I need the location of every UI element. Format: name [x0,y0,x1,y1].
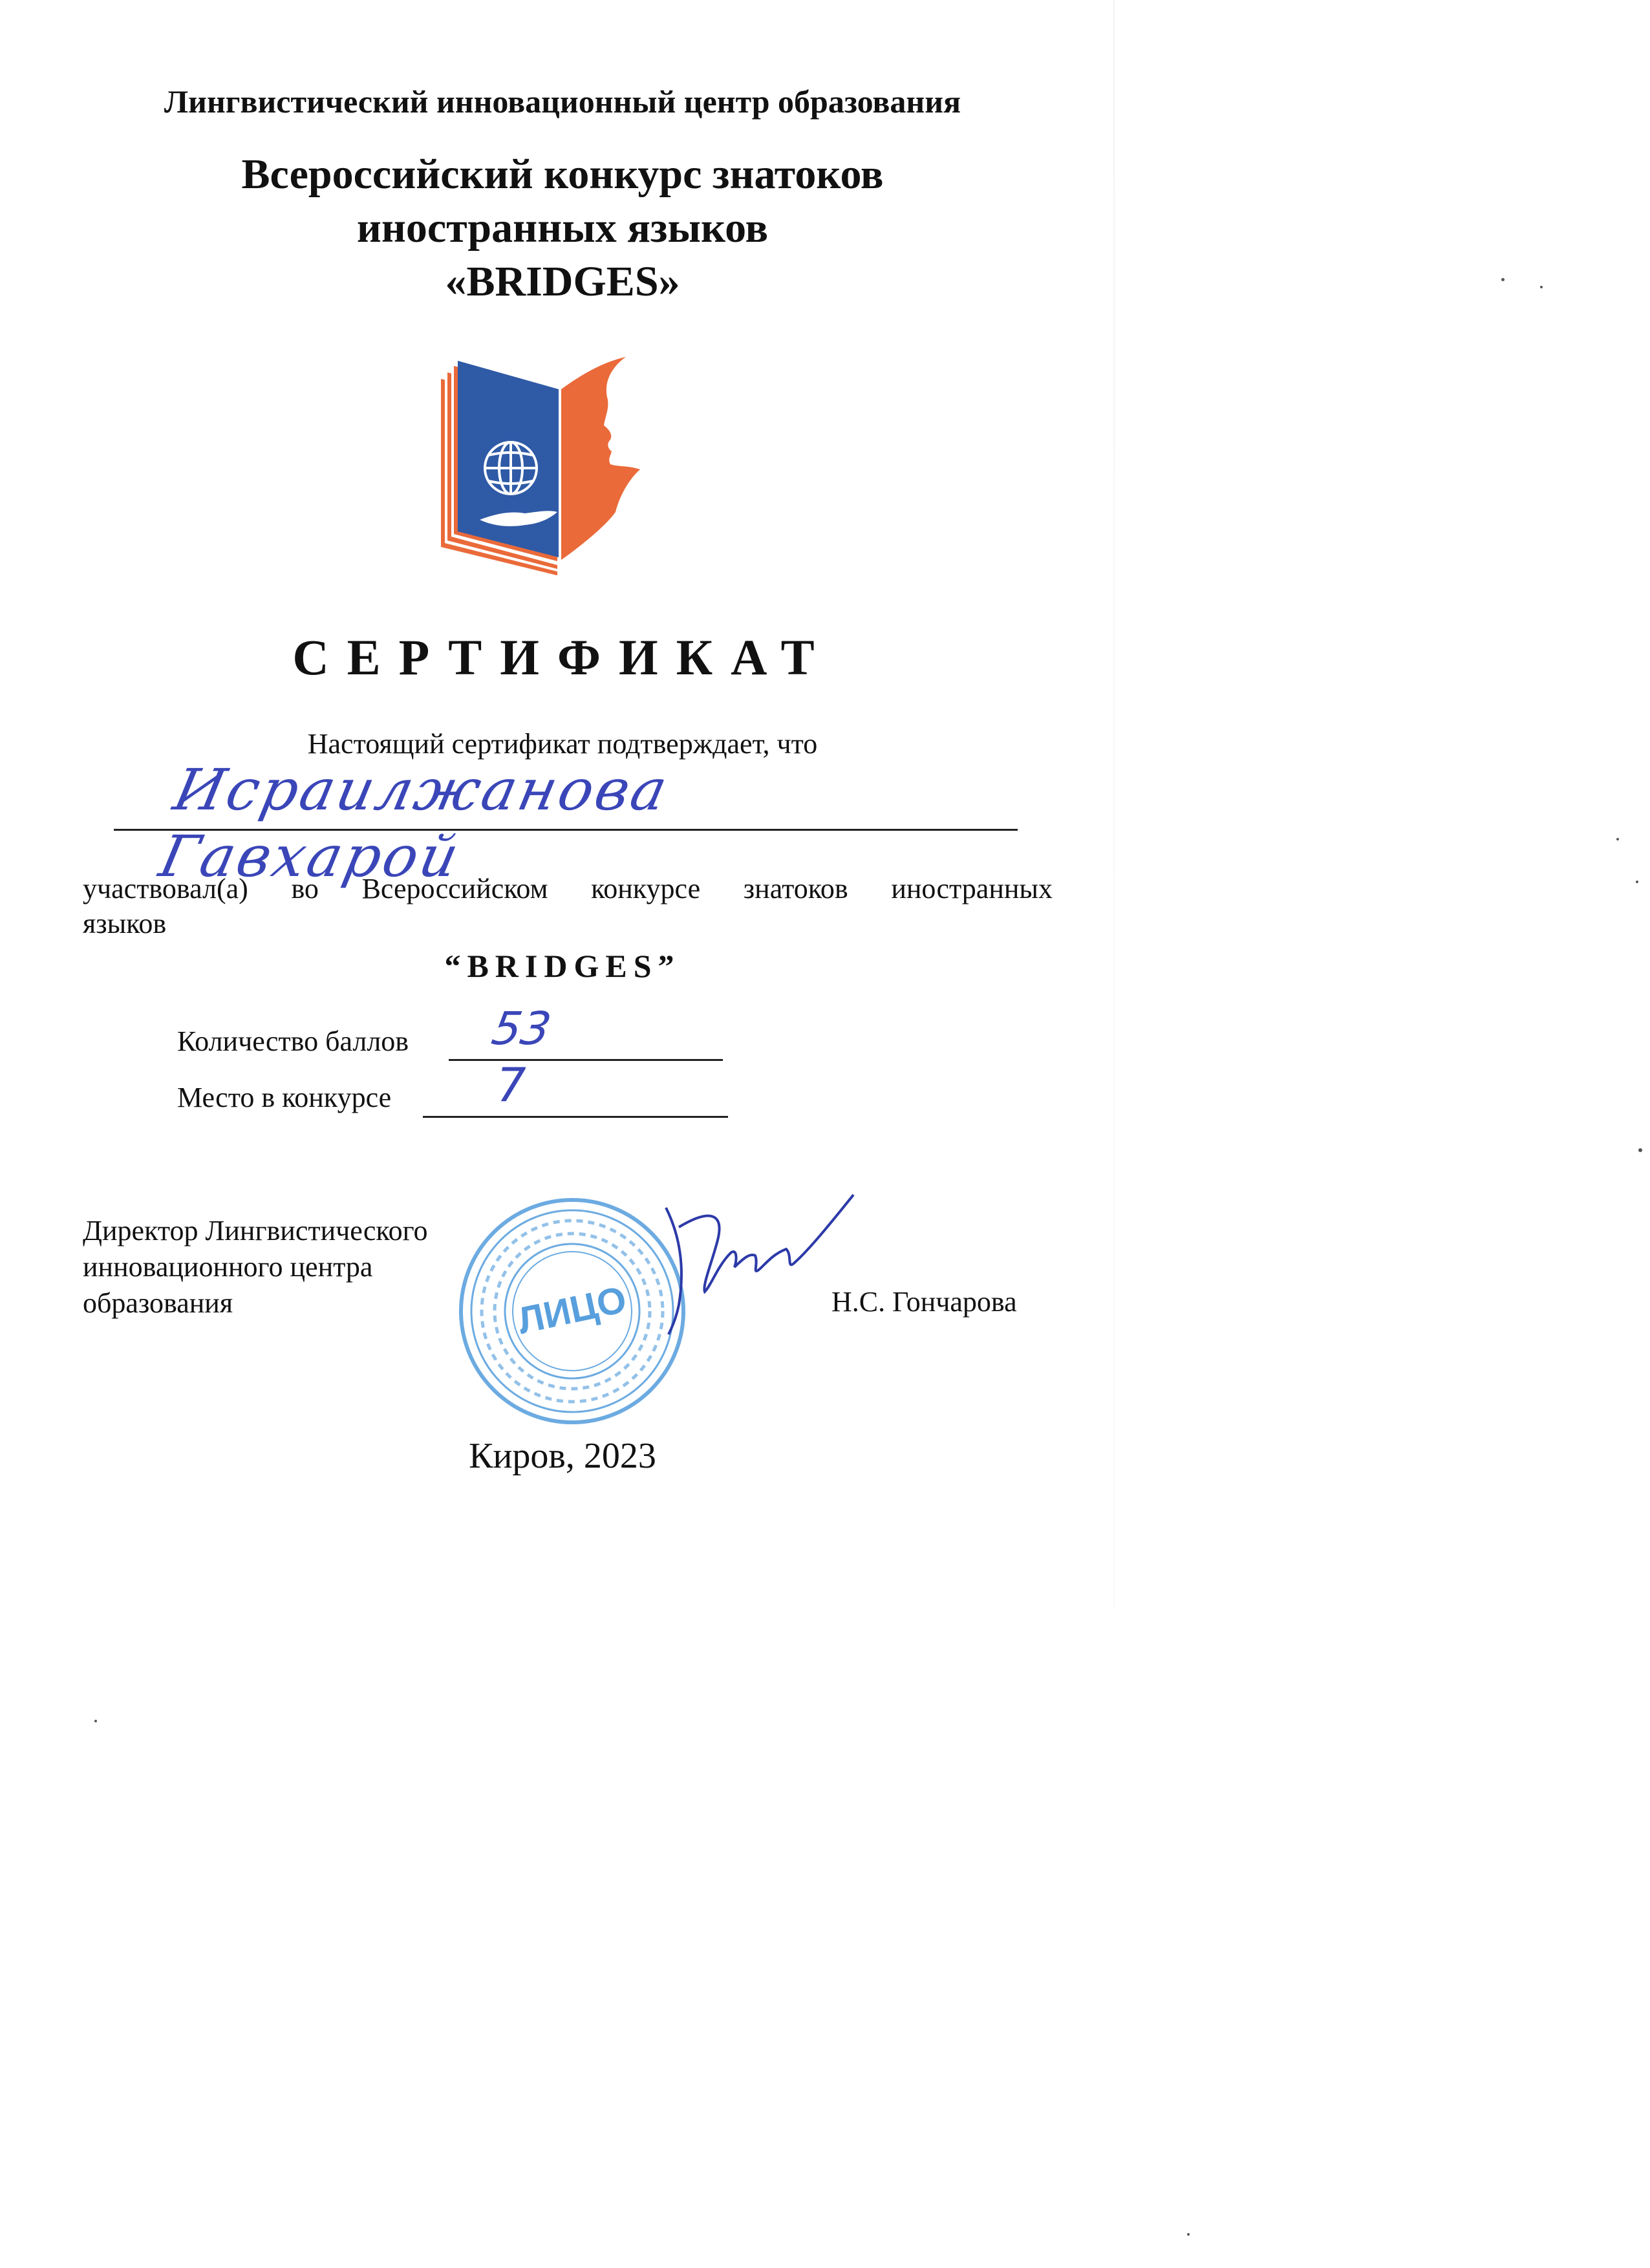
scan-speck [1501,278,1505,281]
name-underline [114,829,1018,831]
contest-title-line-2: иностранных языков [356,204,769,251]
contest-name: “BRIDGES” [444,948,681,984]
certificate-heading: СЕРТИФИКАТ [292,629,833,685]
scan-speck [1187,2233,1190,2236]
participation-text-line-1: участвовал(а) во Всероссийском конкурсе знатоков иностранных [83,873,1053,904]
score-value-handwriting: 53 [488,1002,555,1055]
confirmation-text: Настоящий сертификат подтверждает, что [307,728,818,760]
scan-speck [1636,881,1638,883]
contest-title-line-3: «BRIDGES» [445,258,680,305]
score-underline [449,1059,723,1061]
signer-name: Н.С. Гончарова [831,1286,1017,1318]
participant-name-handwriting: Исраилжанова Гавхарой [154,756,676,890]
scan-speck [1540,286,1543,288]
director-line-3: образования [83,1287,233,1319]
organization-name: Лингвистический инновационный центр образования [164,83,961,120]
city-year: Киров, 2023 [469,1436,656,1476]
contest-title [0,147,1125,308]
place-value-handwriting: 7 [497,1058,526,1112]
scan-speck [1616,838,1619,840]
place-underline [423,1116,728,1118]
director-title [83,1213,428,1321]
director-line-1: Директор Лингвистического [83,1215,428,1246]
scan-speck [1638,1148,1642,1152]
director-line-2: инновационного центра [83,1251,373,1283]
participation-text-line-2: языков [83,908,167,939]
place-label: Место в конкурсе [177,1082,392,1113]
scan-speck [94,1720,97,1722]
stamp-center-text: ЛИЦО [513,1278,630,1342]
book-globe-logo [434,353,672,581]
score-label: Количество баллов [177,1025,409,1057]
contest-title-line-1: Всероссийский конкурс знатоков [241,151,884,198]
